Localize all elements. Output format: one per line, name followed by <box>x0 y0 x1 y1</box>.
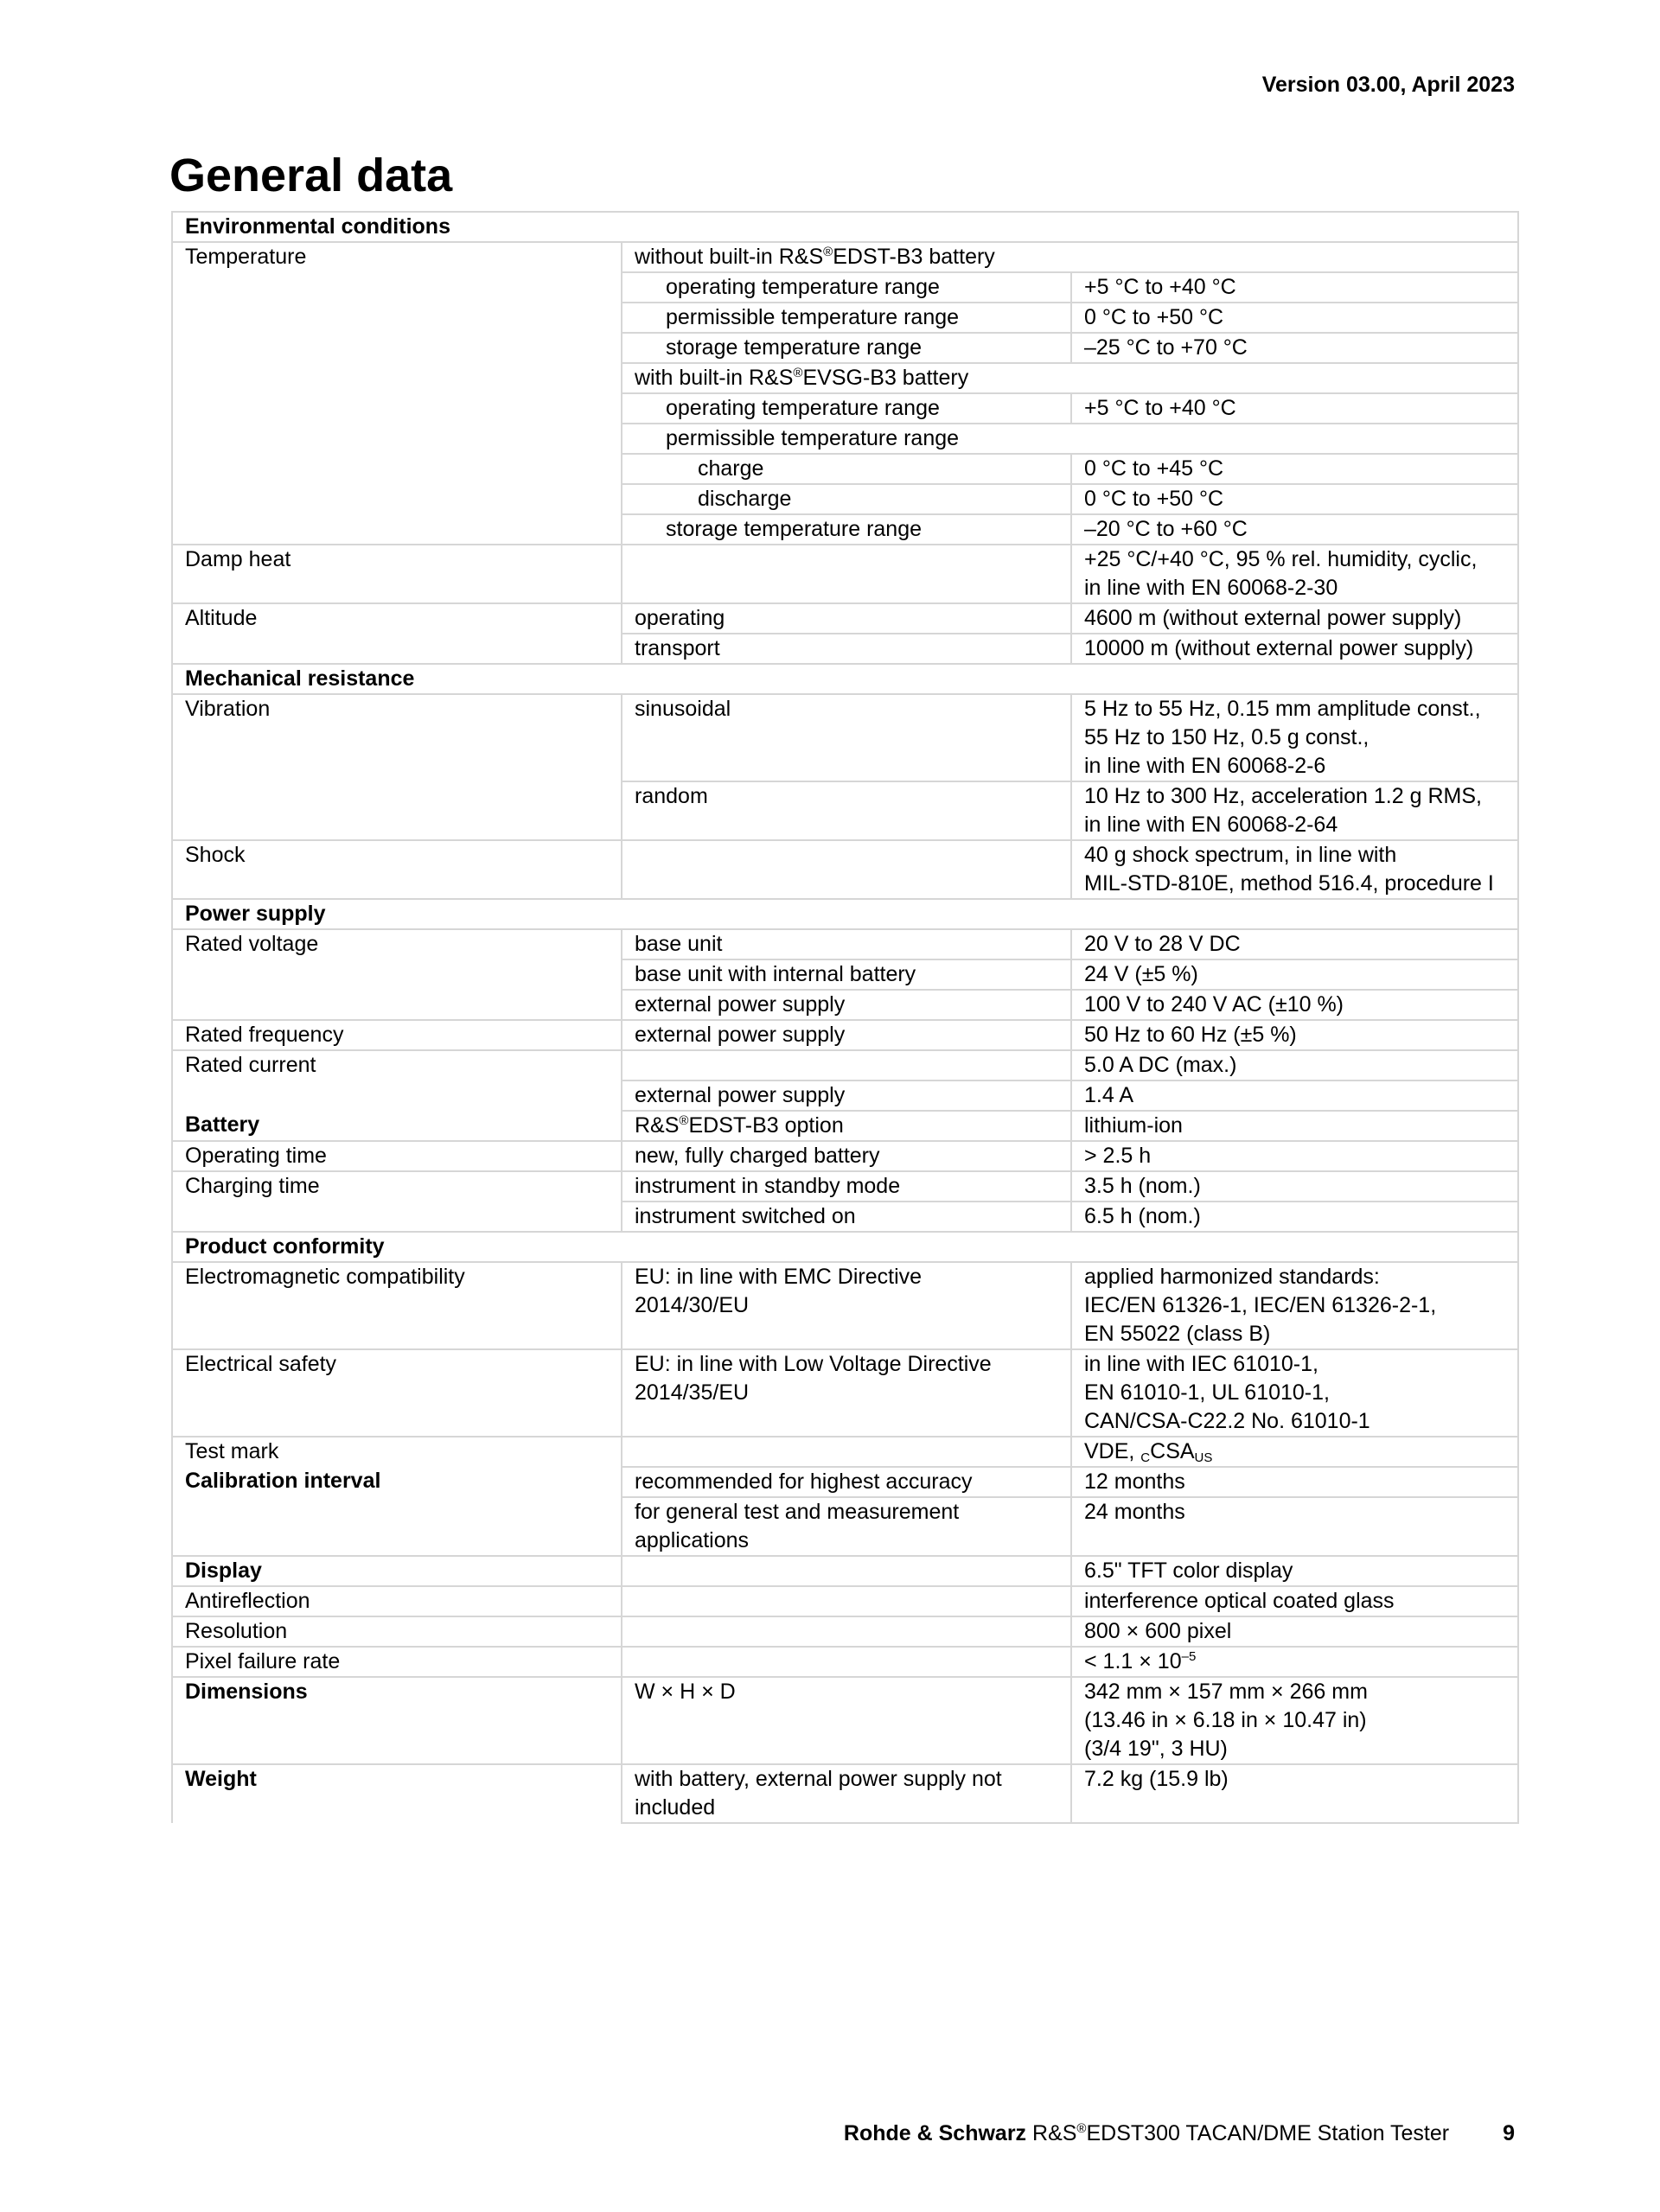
value-cell: 10 Hz to 300 Hz, acceleration 1.2 g RMS, in line with EN 60068-2-64 <box>1071 781 1518 840</box>
value-cell: –20 °C to +60 °C <box>1071 514 1518 545</box>
table-row <box>172 603 1518 634</box>
parameter-cell: Operating time <box>172 1141 622 1171</box>
table-row <box>172 694 1518 781</box>
section-heading: Mechanical resistance <box>172 664 1518 694</box>
table-row <box>172 1020 1518 1050</box>
text-part: R&S <box>635 1113 680 1138</box>
value-cell: > 2.5 h <box>1071 1141 1518 1171</box>
parameter-cell <box>172 454 622 484</box>
parameter-cell <box>172 781 622 840</box>
table-row <box>172 1262 1518 1349</box>
condition-cell: base unit with internal battery <box>622 959 1071 990</box>
section-row <box>172 899 1518 929</box>
footer-brand: Rohde & Schwarz <box>843 2121 1027 2145</box>
text-part: < 1.1 × 10 <box>1084 1649 1182 1673</box>
page-title: General data <box>169 150 453 201</box>
table-row <box>172 1586 1518 1616</box>
table-row <box>172 1349 1518 1437</box>
parameter-cell: Resolution <box>172 1616 622 1647</box>
condition-cell: external power supply <box>622 990 1071 1020</box>
table-row <box>172 1050 1518 1081</box>
section-heading: Power supply <box>172 899 1518 929</box>
text-part: EDST-B3 battery <box>833 245 995 269</box>
condition-cell: W × H × D <box>622 1677 1071 1764</box>
table-row <box>172 1437 1518 1467</box>
parameter-cell: Charging time <box>172 1171 622 1202</box>
condition-cell <box>622 363 1518 393</box>
registered-mark: ® <box>823 245 833 259</box>
value-cell: interference optical coated glass <box>1071 1586 1518 1616</box>
value-cell: 24 V (±5 %) <box>1071 959 1518 990</box>
condition-cell <box>622 1616 1071 1647</box>
table-row <box>172 1467 1518 1497</box>
table-row <box>172 484 1518 514</box>
table-row <box>172 363 1518 393</box>
value-cell: 7.2 kg (15.9 lb) <box>1071 1764 1518 1823</box>
parameter-cell: Altitude <box>172 603 622 634</box>
table-row <box>172 303 1518 333</box>
parameter-cell: Battery <box>172 1111 622 1141</box>
value-cell: –25 °C to +70 °C <box>1071 333 1518 363</box>
parameter-cell <box>172 1081 622 1111</box>
page-footer <box>844 2121 1515 2146</box>
condition-cell: instrument switched on <box>622 1202 1071 1232</box>
table-row <box>172 929 1518 959</box>
text-part: with built-in R&S <box>635 366 794 390</box>
table-row <box>172 424 1518 454</box>
parameter-cell: Rated frequency <box>172 1020 622 1050</box>
table-row <box>172 545 1518 603</box>
value-cell: 3.5 h (nom.) <box>1071 1171 1518 1202</box>
condition-cell: operating temperature range <box>622 272 1071 303</box>
parameter-cell: Calibration interval <box>172 1467 622 1497</box>
section-row <box>172 664 1518 694</box>
parameter-cell <box>172 363 622 393</box>
condition-cell <box>622 1586 1071 1616</box>
registered-mark: ® <box>793 366 803 380</box>
condition-cell: external power supply <box>622 1081 1071 1111</box>
table-row <box>172 393 1518 424</box>
parameter-cell <box>172 1202 622 1232</box>
parameter-cell <box>172 393 622 424</box>
table-row <box>172 840 1518 899</box>
condition-cell: operating temperature range <box>622 393 1071 424</box>
text-part: VDE, <box>1084 1439 1141 1463</box>
table-row <box>172 1171 1518 1202</box>
value-cell: 20 V to 28 V DC <box>1071 929 1518 959</box>
value-cell: lithium-ion <box>1071 1111 1518 1141</box>
table-row <box>172 1081 1518 1111</box>
parameter-cell: Rated voltage <box>172 929 622 959</box>
condition-cell <box>622 840 1071 899</box>
parameter-cell: Temperature <box>172 242 622 272</box>
parameter-cell: Electrical safety <box>172 1349 622 1437</box>
table-row <box>172 959 1518 990</box>
condition-cell <box>622 1556 1071 1586</box>
parameter-cell: Damp heat <box>172 545 622 603</box>
condition-cell: operating <box>622 603 1071 634</box>
value-cell: 342 mm × 157 mm × 266 mm (13.46 in × 6.18 in × 10.47 in) (3/4 19", 3 HU) <box>1071 1677 1518 1764</box>
condition-cell: base unit <box>622 929 1071 959</box>
value-cell: 24 months <box>1071 1497 1518 1556</box>
parameter-cell <box>172 484 622 514</box>
footer-product-prefix: R&S <box>1026 2121 1077 2145</box>
value-cell: 0 °C to +50 °C <box>1071 303 1518 333</box>
parameter-cell: Rated current <box>172 1050 622 1081</box>
condition-cell: EU: in line with Low Voltage Directive 2014/35/EU <box>622 1349 1071 1437</box>
value-cell: 4600 m (without external power supply) <box>1071 603 1518 634</box>
value-cell: 6.5" TFT color display <box>1071 1556 1518 1586</box>
parameter-cell <box>172 990 622 1020</box>
value-cell: +5 °C to +40 °C <box>1071 272 1518 303</box>
value-cell: 10000 m (without external power supply) <box>1071 634 1518 664</box>
parameter-cell: Antireflection <box>172 1586 622 1616</box>
parameter-cell <box>172 634 622 664</box>
table-row <box>172 990 1518 1020</box>
parameter-cell <box>172 272 622 303</box>
condition-cell <box>622 1437 1071 1467</box>
text-part: CSA <box>1150 1439 1195 1463</box>
value-cell: 100 V to 240 V AC (±10 %) <box>1071 990 1518 1020</box>
text-part: EDST-B3 option <box>688 1113 844 1138</box>
condition-cell: permissible temperature range <box>622 424 1518 454</box>
value-cell: 800 × 600 pixel <box>1071 1616 1518 1647</box>
condition-cell: sinusoidal <box>622 694 1071 781</box>
value-cell: in line with IEC 61010-1, EN 61010-1, UL 61010-1, CAN/CSA-C22.2 No. 61010-1 <box>1071 1349 1518 1437</box>
condition-cell <box>622 1050 1071 1081</box>
parameter-cell <box>172 1497 622 1556</box>
value-cell: 0 °C to +50 °C <box>1071 484 1518 514</box>
version-label: Version 03.00, April 2023 <box>1261 73 1515 97</box>
condition-cell <box>622 545 1071 603</box>
table-row <box>172 1677 1518 1764</box>
condition-cell <box>622 1111 1071 1141</box>
table-row <box>172 1111 1518 1141</box>
value-cell: 0 °C to +45 °C <box>1071 454 1518 484</box>
registered-mark: ® <box>679 1113 689 1128</box>
text-part: EVSG-B3 battery <box>802 366 969 390</box>
table-row <box>172 454 1518 484</box>
value-cell: 5.0 A DC (max.) <box>1071 1050 1518 1081</box>
table-row <box>172 1202 1518 1232</box>
table-row <box>172 634 1518 664</box>
parameter-cell: Electromagnetic compatibility <box>172 1262 622 1349</box>
parameter-cell: Vibration <box>172 694 622 781</box>
table-row <box>172 1141 1518 1171</box>
parameter-cell: Dimensions <box>172 1677 622 1764</box>
condition-cell: with battery, external power supply not included <box>622 1764 1071 1823</box>
table-row <box>172 1647 1518 1677</box>
value-cell: 40 g shock spectrum, in line with MIL-STD-810E, method 516.4, procedure I <box>1071 840 1518 899</box>
value-cell: applied harmonized standards: IEC/EN 61326-1, IEC/EN 61326-2-1, EN 55022 (class B) <box>1071 1262 1518 1349</box>
table-row <box>172 1764 1518 1823</box>
condition-cell: transport <box>622 634 1071 664</box>
condition-cell: EU: in line with EMC Directive 2014/30/EU <box>622 1262 1071 1349</box>
parameter-cell <box>172 303 622 333</box>
table-row <box>172 1497 1518 1556</box>
text-part: C <box>1140 1450 1151 1465</box>
section-heading: Environmental conditions <box>172 212 1518 242</box>
table-row <box>172 781 1518 840</box>
text-part: –5 <box>1181 1649 1197 1664</box>
table-row <box>172 242 1518 272</box>
footer-product: EDST300 TACAN/DME Station Tester <box>1086 2121 1450 2145</box>
value-cell <box>1071 1437 1518 1467</box>
condition-cell: new, fully charged battery <box>622 1141 1071 1171</box>
section-row <box>172 212 1518 242</box>
condition-cell: instrument in standby mode <box>622 1171 1071 1202</box>
value-cell: 6.5 h (nom.) <box>1071 1202 1518 1232</box>
condition-cell: random <box>622 781 1071 840</box>
condition-cell: storage temperature range <box>622 333 1071 363</box>
parameter-cell <box>172 514 622 545</box>
condition-cell: storage temperature range <box>622 514 1071 545</box>
table-row <box>172 1556 1518 1586</box>
value-cell: 12 months <box>1071 1467 1518 1497</box>
text-part: without built-in R&S <box>635 245 824 269</box>
parameter-cell <box>172 424 622 454</box>
condition-cell <box>622 242 1518 272</box>
condition-cell: discharge <box>622 484 1071 514</box>
parameter-cell: Weight <box>172 1764 622 1823</box>
registered-mark: ® <box>1076 2121 1087 2136</box>
parameter-cell <box>172 333 622 363</box>
value-cell: +5 °C to +40 °C <box>1071 393 1518 424</box>
value-cell: 5 Hz to 55 Hz, 0.15 mm amplitude const., 55 Hz to 150 Hz, 0.5 g const., in line with EN 60068-2-6 <box>1071 694 1518 781</box>
table-row <box>172 333 1518 363</box>
section-heading: Product conformity <box>172 1232 1518 1262</box>
value-cell: 50 Hz to 60 Hz (±5 %) <box>1071 1020 1518 1050</box>
page-number: 9 <box>1503 2121 1515 2145</box>
value-cell: +25 °C/+40 °C, 95 % rel. humidity, cyclic, in line with EN 60068-2-30 <box>1071 545 1518 603</box>
table-row <box>172 1616 1518 1647</box>
parameter-cell: Display <box>172 1556 622 1586</box>
condition-cell: recommended for highest accuracy <box>622 1467 1071 1497</box>
condition-cell: charge <box>622 454 1071 484</box>
section-row <box>172 1232 1518 1262</box>
condition-cell: for general test and measurement applications <box>622 1497 1071 1556</box>
parameter-cell: Pixel failure rate <box>172 1647 622 1677</box>
condition-cell: permissible temperature range <box>622 303 1071 333</box>
general-data-table <box>171 211 1519 1824</box>
condition-cell <box>622 1647 1071 1677</box>
value-cell <box>1071 1647 1518 1677</box>
parameter-cell <box>172 959 622 990</box>
table-row <box>172 514 1518 545</box>
parameter-cell: Shock <box>172 840 622 899</box>
condition-cell: external power supply <box>622 1020 1071 1050</box>
table-row <box>172 272 1518 303</box>
value-cell: 1.4 A <box>1071 1081 1518 1111</box>
parameter-cell: Test mark <box>172 1437 622 1467</box>
text-part: US <box>1194 1450 1213 1465</box>
